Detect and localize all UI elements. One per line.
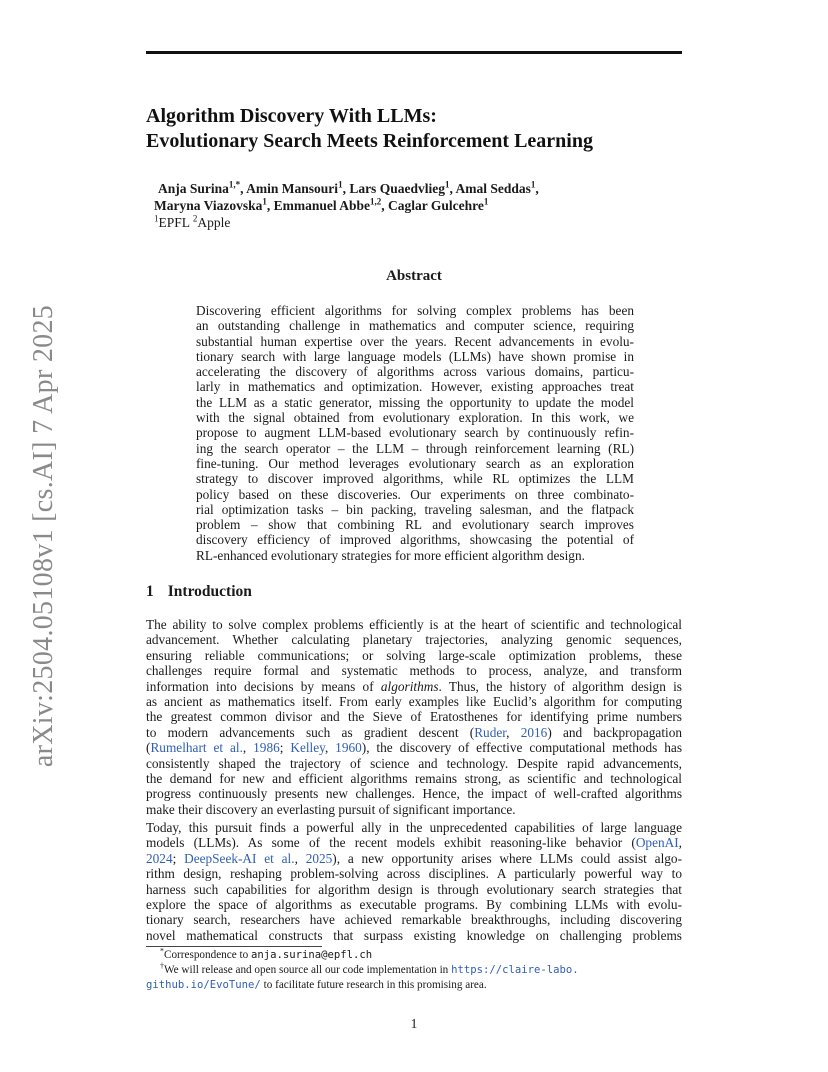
author-mark: 1,2 xyxy=(370,196,382,207)
title-line-2: Evolutionary Search Meets Reinforcement Learning xyxy=(146,130,593,152)
footnote-mark: * xyxy=(160,946,164,956)
abstract-line: the LLM as a static generator, missing the opportunity to update the model xyxy=(196,394,634,410)
author-mark: 1 xyxy=(444,179,450,190)
text-line: tionary search, researchers have achieved remarkable breakthroughs, including discovering xyxy=(146,912,682,928)
author-name: Maryna Viazovska xyxy=(154,198,263,213)
citation-link[interactable]: OpenAI xyxy=(635,835,679,851)
text-line: novel mathematical constructs that surpass existing knowledge on challenging problems xyxy=(146,927,682,943)
footnote-1: *Correspondence to anja.surina@epfl.ch xyxy=(160,946,373,961)
text-line: Today, this pursuit finds a powerful ally in the unprecedented capabilities of large language xyxy=(146,820,682,835)
abstract-line: tionary search with large language models (LLMs) have shown promise in xyxy=(196,348,634,364)
text-line: make their discovery an everlasting pursuit of significant importance. xyxy=(146,801,516,817)
affil-mark: 1 xyxy=(154,213,159,224)
email-link[interactable]: anja.surina@epfl.ch xyxy=(251,949,373,961)
author-name: Emmanuel Abbe xyxy=(273,198,371,213)
abstract-heading: Abstract xyxy=(386,268,442,284)
abstract-line: larly in mathematics and optimization. However, existing approaches treat xyxy=(196,379,634,395)
author-mark: 1 xyxy=(530,179,536,190)
text-line: to modern advancements such as gradient descent (Ruder, 2016) and backpropagation xyxy=(146,724,683,740)
text-line: information into decisions by means of algorithms. Thus, the history of algorithm design is xyxy=(146,678,682,694)
abstract-line: accelerating the discovery of algorithms across various domains, particu- xyxy=(196,364,634,380)
emphasis-algorithms: algorithms xyxy=(380,678,439,694)
text-line: explore the space of algorithms as executable programs. By combining LLMs with evolu- xyxy=(146,897,682,913)
author-line-1: Anja Surina$^{1,*}$, Amin Mansouri$^1$, Lars Quaedvlieg$^1$, Amal Seddas$^1$, xyxy=(158,179,539,196)
abstract-line: propose to augment LLM-based evolutionary search by continuously refin- xyxy=(196,425,634,441)
section-number: 1 xyxy=(146,583,154,600)
text-line: advancement. Whether calculating planetary trajectories, analyzing genomic sequences, xyxy=(146,632,682,648)
abstract-body xyxy=(196,303,634,563)
citation-link[interactable]: 1986 xyxy=(253,740,280,756)
citation-link[interactable]: 2016 xyxy=(520,724,548,740)
intro-paragraph-1 xyxy=(146,617,682,817)
author-mark: 1 xyxy=(262,196,267,207)
citation-link[interactable]: 2024 xyxy=(146,850,173,866)
abstract-line: discovery efficiency of improved algorithms, showcasing the potential of xyxy=(196,532,634,548)
citation-link[interactable]: DeepSeek-AI et al. xyxy=(184,850,295,866)
top-rule xyxy=(146,51,682,54)
text-line: rithm design, reshaping problem-solving across disciplines. A particularly powerful way to xyxy=(146,866,682,882)
author-mark: 1 xyxy=(483,196,489,207)
author-name: Amal Seddas xyxy=(455,181,531,196)
text-line: progress continuously presents new challenges. Hence, the impact of well-crafted algorithms xyxy=(146,786,682,802)
text-line: as ancient as mathematics itself. From early examples like Euclid’s algorithm for computing xyxy=(146,694,682,710)
abstract-line: an outstanding challenge in mathematics and computer science, requiring xyxy=(196,318,634,334)
section-heading xyxy=(146,583,252,601)
footnote-mark: † xyxy=(160,961,164,971)
affil-name: EPFL xyxy=(158,215,190,230)
text-line: challenges require formal and systematic methods to process, analyze, and transform xyxy=(146,663,682,679)
text-line: models (LLMs). As some of the recent models exhibit reasoning-like behavior (OpenAI, xyxy=(146,835,682,851)
abstract-line: problem – show that combining RL and evolutionary search improves xyxy=(196,517,634,533)
author-name: Anja Surina xyxy=(158,181,229,196)
text-line: the demand for new and efficient algorithms remains strong, as scientific and technological xyxy=(146,771,682,787)
abstract-line: strategy to discover improved algorithms, while RL optimizes the LLM xyxy=(196,471,634,487)
affiliations xyxy=(146,214,706,231)
abstract-line: with the signal obtained from evolutionary exploration. In this work, we xyxy=(196,410,634,426)
title-line-1: Algorithm Discovery With LLMs: xyxy=(146,105,437,127)
footnote-2: †We will release and open source all our code implementation in https://claire-labo. xyxy=(160,961,579,976)
arxiv-stamp: arXiv:2504.05108v1 [cs.AI] 7 Apr 2025 xyxy=(28,304,59,768)
citation-link[interactable]: 2025 xyxy=(305,850,333,866)
footnote-rule xyxy=(146,946,322,947)
author-mark: 1 xyxy=(338,179,343,190)
paper-title xyxy=(146,104,706,154)
author-mark: 1,* xyxy=(228,179,241,190)
citation-link[interactable]: 1960 xyxy=(335,740,362,756)
text-line: (Rumelhart et al., 1986; Kelley, 1960), the discovery of effective computational methods has xyxy=(146,740,682,756)
text-line: the greatest common divisor and the Sieve of Eratosthenes for identifying prime numbers xyxy=(146,709,682,725)
text-line: consistently shaped the trajectory of science and technology. Despite rapid advancements, xyxy=(146,755,682,771)
abstract-line: fine-tuning. Our method leverages evolutionary search as an exploration xyxy=(196,455,634,471)
abstract-line: Discovering efficient algorithms for solving complex problems has been xyxy=(196,303,634,318)
url-link[interactable]: github.io/EvoTune/ xyxy=(146,979,261,991)
author-name: Lars Quaedvlieg xyxy=(349,181,445,196)
section-title: Introduction xyxy=(167,583,252,600)
abstract-line: ing the search operator – the LLM – through reinforcement learning (RL) xyxy=(196,440,634,456)
text-line: harness such capabilities for algorithm design is through evolutionary search strategies that xyxy=(146,881,682,897)
footnotes xyxy=(146,948,686,993)
citation-link[interactable]: Ruder xyxy=(474,724,507,740)
citation-link[interactable]: Rumelhart et al. xyxy=(150,740,243,756)
abstract-line: rial optimization tasks – bin packing, traveling salesman, and the flatpack xyxy=(196,501,634,517)
footnote-2-cont: github.io/EvoTune/ to facilitate future research in this promising area. xyxy=(146,979,487,991)
intro-paragraph-2 xyxy=(146,820,682,943)
text-line: The ability to solve complex problems efficiently is at the heart of scientific and technological xyxy=(146,617,682,632)
affil-name: Apple xyxy=(197,215,231,230)
url-link[interactable]: https://claire-labo. xyxy=(451,964,579,976)
page-number: 1 xyxy=(410,1016,418,1031)
author-line-2: Maryna Viazovska$^1$, Emmanuel Abbe$^{1,2}$, Caglar Gulcehre$^1$ xyxy=(154,196,489,213)
affil-mark: 2 xyxy=(192,213,198,224)
citation-link[interactable]: Kelley xyxy=(290,740,325,756)
abstract-line: RL-enhanced evolutionary strategies for more efficient algorithm design. xyxy=(196,547,585,563)
text-line: ensuring reliable communications; or solving large-scale optimization problems, these xyxy=(146,647,682,663)
author-block xyxy=(146,180,706,231)
text-line: 2024; DeepSeek-AI et al., 2025), a new opportunity arises where LLMs could assist algo- xyxy=(146,850,682,866)
author-name: Caglar Gulcehre xyxy=(388,198,484,213)
abstract-line: policy based on these discoveries. Our experiments on three combinato- xyxy=(196,486,634,502)
abstract-line: substantial human expertise over the years. Recent advancements in evolu- xyxy=(196,333,634,349)
author-name: Amin Mansouri xyxy=(246,181,339,196)
